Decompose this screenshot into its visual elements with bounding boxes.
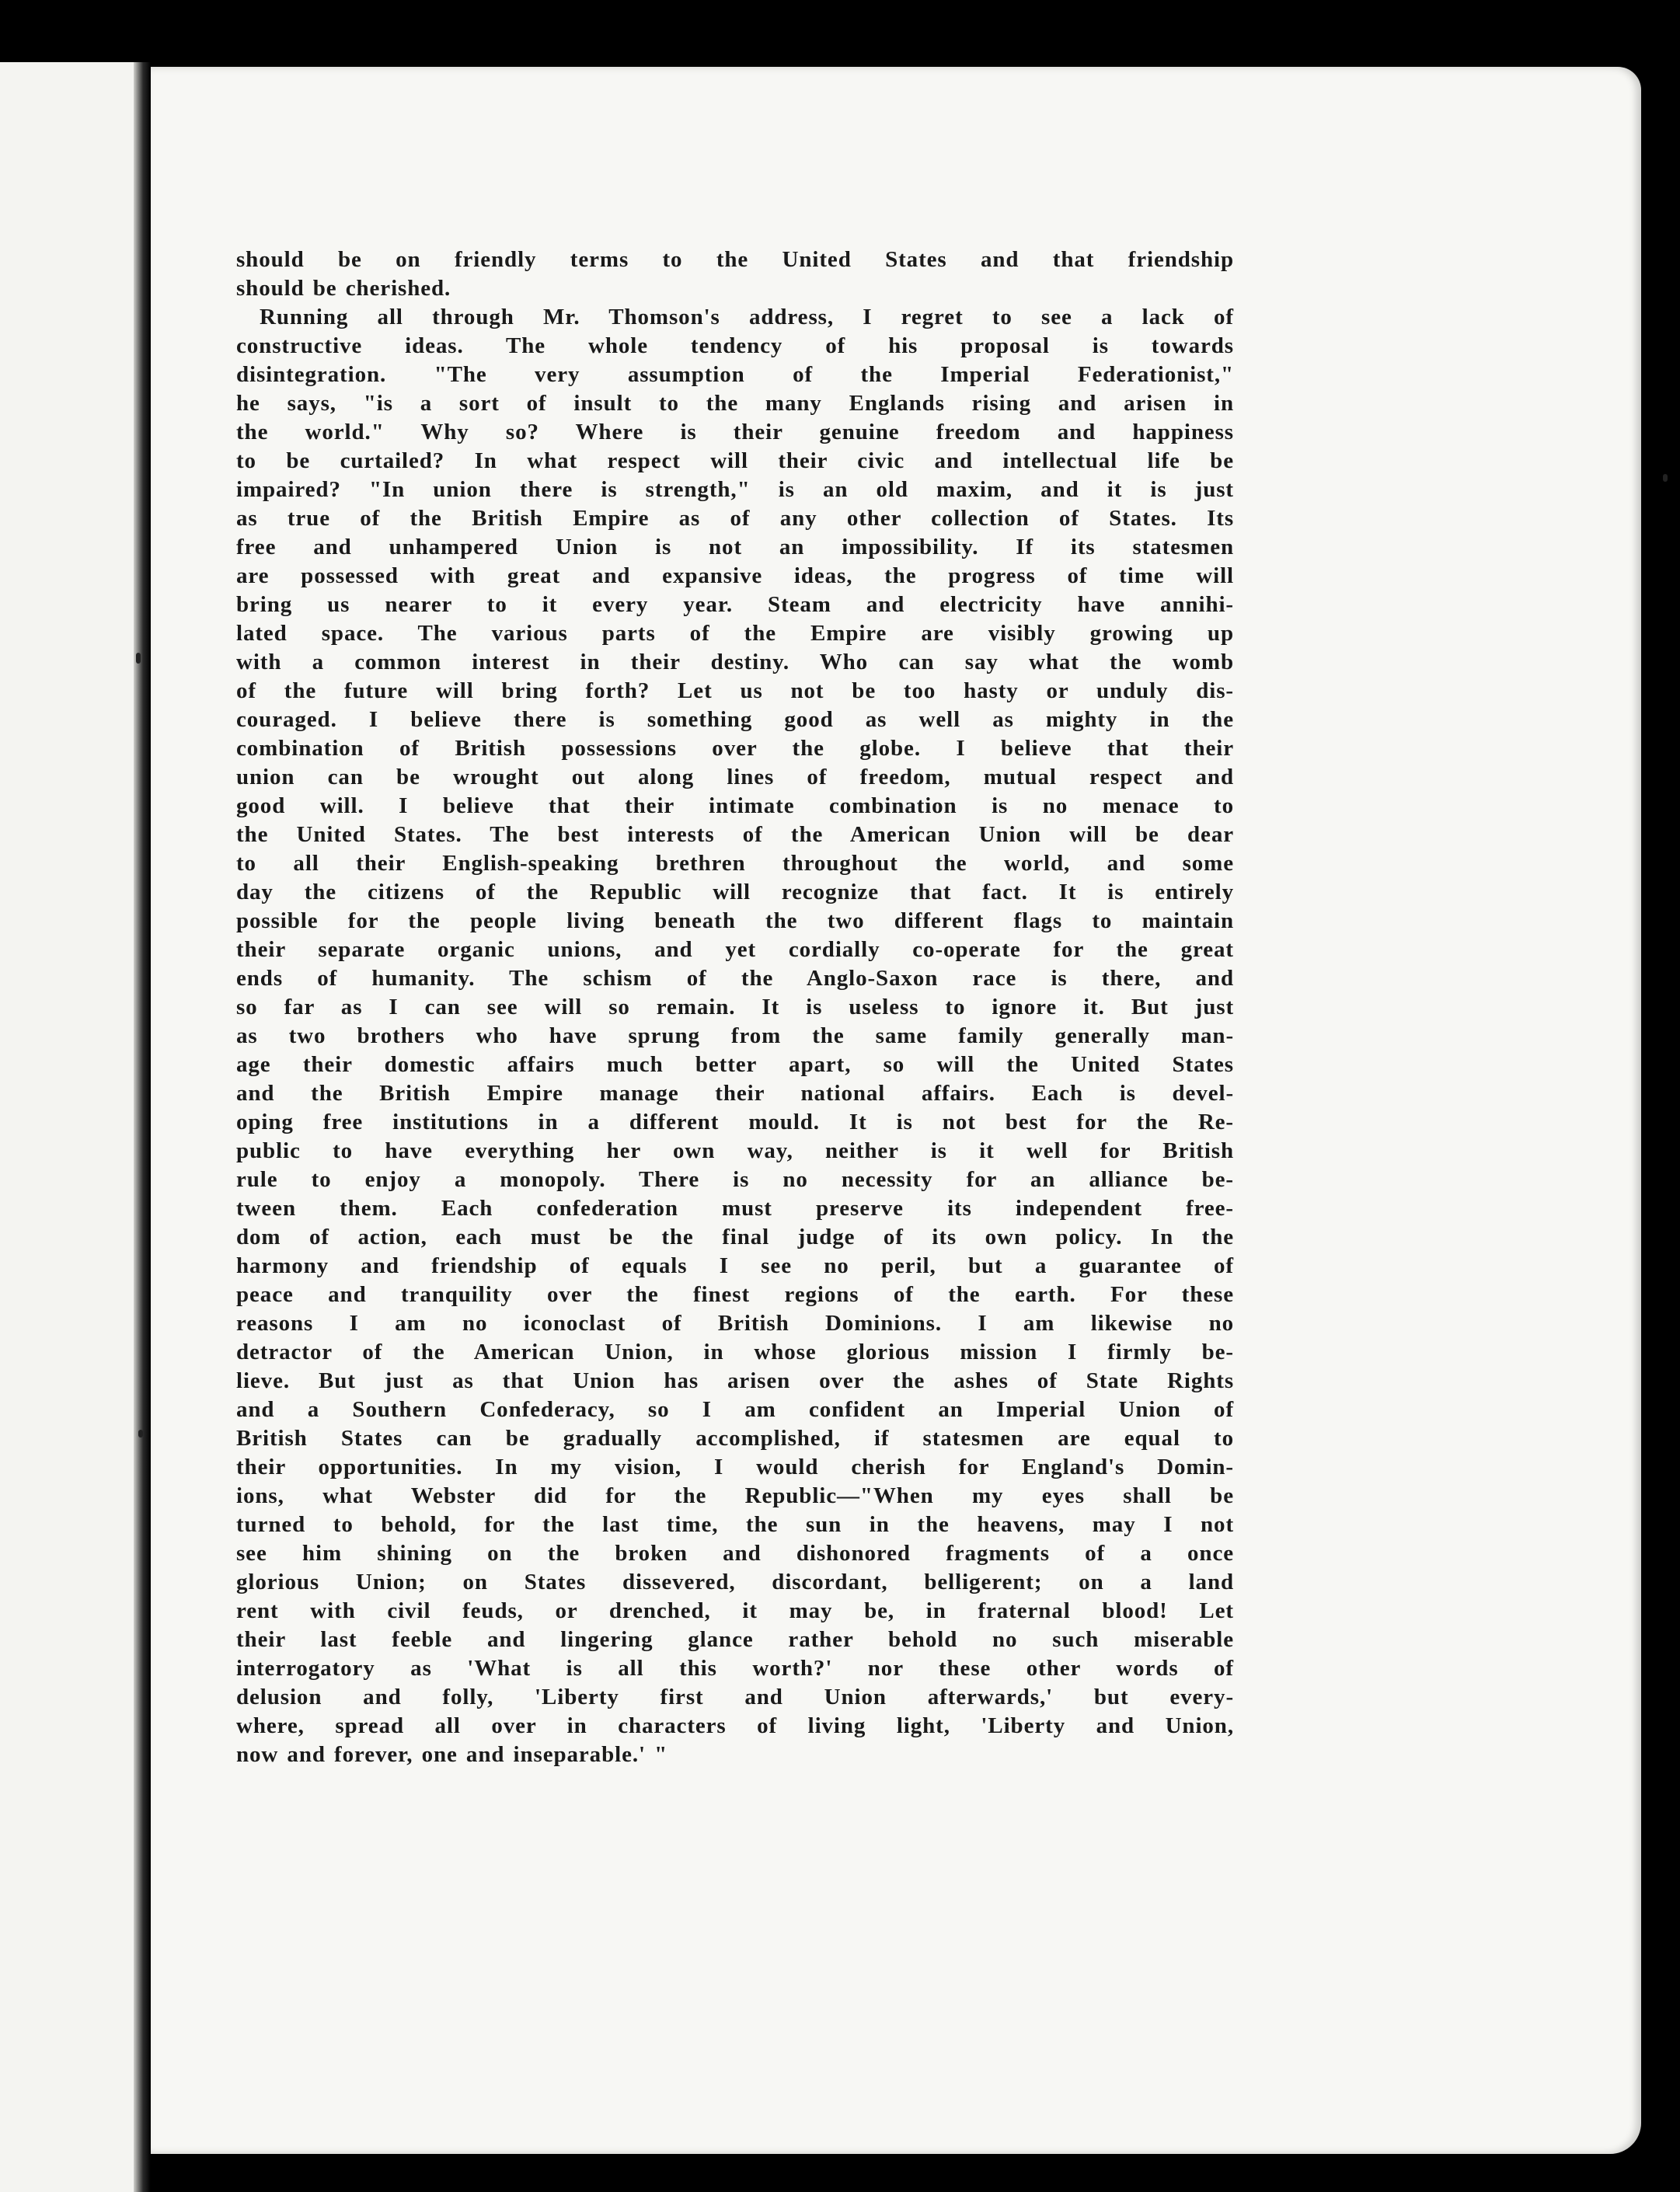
text-line: should be on friendly terms to the United States and that friendship <box>236 247 1234 272</box>
text-line: now and forever, one and inseparable.' " <box>236 1742 668 1767</box>
text-line: see him shining on the broken and dishonored fragments of a once <box>236 1541 1234 1566</box>
text-line: their opportunities. In my vision, I would cherish for England's Domin- <box>236 1455 1234 1479</box>
text-line: oping free institutions in a different mould. It is not best for the Re- <box>236 1110 1234 1134</box>
margin-mark <box>138 1430 143 1438</box>
text-line: reasons I am no iconoclast of British Dominions. I am likewise no <box>236 1311 1234 1336</box>
text-line: combination of British possessions over the globe. I believe that their <box>236 736 1234 761</box>
text-line: are possessed with great and expansive ideas, the progress of time will <box>236 563 1234 588</box>
text-line: couraged. I believe there is something good as well as mighty in the <box>236 707 1234 732</box>
text-line: their last feeble and lingering glance rather behold no such miserable <box>236 1627 1234 1652</box>
text-line: disintegration. "The very assumption of the Imperial Federationist," <box>236 362 1234 387</box>
text-line: day the citizens of the Republic will recognize that fact. It is entirely <box>236 880 1234 904</box>
text-line: to all their English-speaking brethren throughout the world, and some <box>236 851 1234 876</box>
text-line: lieve. But just as that Union has arisen over the ashes of State Rights <box>236 1368 1234 1393</box>
text-line: lated space. The various parts of the Empire are visibly growing up <box>236 621 1234 646</box>
margin-mark <box>1663 474 1668 482</box>
text-line: where, spread all over in characters of living light, 'Liberty and Union, <box>236 1713 1234 1738</box>
text-line: interrogatory as 'What is all this worth?' nor these other words of <box>236 1656 1234 1681</box>
text-line: age their domestic affairs much better apart, so will the United States <box>236 1052 1234 1077</box>
text-line: as two brothers who have sprung from the same family generally man- <box>236 1023 1234 1048</box>
text-line: so far as I can see will so remain. It is useless to ignore it. But just <box>236 995 1234 1019</box>
text-line: and the British Empire manage their national affairs. Each is devel- <box>236 1081 1234 1106</box>
book-gutter <box>134 62 151 2192</box>
text-line: with a common interest in their destiny. Who can say what the womb <box>236 650 1234 674</box>
text-line: dom of action, each must be the final judge of its own policy. In the <box>236 1225 1234 1249</box>
text-line: turned to behold, for the last time, the sun in the heavens, may I not <box>236 1512 1234 1537</box>
facing-page-edge <box>0 62 141 2192</box>
text-line: possible for the people living beneath the two different flags to maintain <box>236 908 1234 933</box>
text-line: the United States. The best interests of the American Union will be dear <box>236 822 1234 847</box>
body-text <box>236 247 1234 1771</box>
paragraph-start-line: Running all through Mr. Thomson's address, I regret to see a lack of <box>260 305 1234 329</box>
text-line: delusion and folly, 'Liberty first and Union afterwards,' but every- <box>236 1685 1234 1709</box>
text-line: should be cherished. <box>236 276 451 301</box>
text-line: impaired? "In union there is strength," is an old maxim, and it is just <box>236 477 1234 502</box>
text-line: peace and tranquility over the finest regions of the earth. For these <box>236 1282 1234 1307</box>
text-line: good will. I believe that their intimate combination is no menace to <box>236 793 1234 818</box>
text-line: their separate organic unions, and yet cordially co-operate for the great <box>236 937 1234 962</box>
margin-mark <box>136 653 141 664</box>
text-line: ends of humanity. The schism of the Anglo-Saxon race is there, and <box>236 966 1234 991</box>
text-line: union can be wrought out along lines of freedom, mutual respect and <box>236 765 1234 789</box>
text-line: free and unhampered Union is not an impossibility. If its statesmen <box>236 535 1234 559</box>
text-line: tween them. Each confederation must preserve its independent free- <box>236 1196 1234 1221</box>
text-line: of the future will bring forth? Let us not be too hasty or unduly dis- <box>236 678 1234 703</box>
text-line: British States can be gradually accomplished, if statesmen are equal to <box>236 1426 1234 1451</box>
text-line: rent with civil feuds, or drenched, it may be, in fraternal blood! Let <box>236 1598 1234 1623</box>
text-line: and a Southern Confederacy, so I am confident an Imperial Union of <box>236 1397 1234 1422</box>
text-line: constructive ideas. The whole tendency of his proposal is towards <box>236 333 1234 358</box>
text-line: public to have everything her own way, neither is it well for British <box>236 1138 1234 1163</box>
text-line: he says, "is a sort of insult to the many Englands rising and arisen in <box>236 391 1234 416</box>
text-line: rule to enjoy a monopoly. There is no necessity for an alliance be- <box>236 1167 1234 1192</box>
text-line: ions, what Webster did for the Republic—"When my eyes shall be <box>236 1483 1234 1508</box>
text-line: the world." Why so? Where is their genuine freedom and happiness <box>236 420 1234 444</box>
text-line: glorious Union; on States dissevered, discordant, belligerent; on a land <box>236 1570 1234 1594</box>
text-line: as true of the British Empire as of any other collection of States. Its <box>236 506 1234 531</box>
text-line: detractor of the American Union, in whose glorious mission I firmly be- <box>236 1340 1234 1364</box>
text-line: bring us nearer to it every year. Steam and electricity have annihi- <box>236 592 1234 617</box>
text-line: harmony and friendship of equals I see no peril, but a guarantee of <box>236 1253 1234 1278</box>
text-line: to be curtailed? In what respect will their civic and intellectual life be <box>236 448 1234 473</box>
